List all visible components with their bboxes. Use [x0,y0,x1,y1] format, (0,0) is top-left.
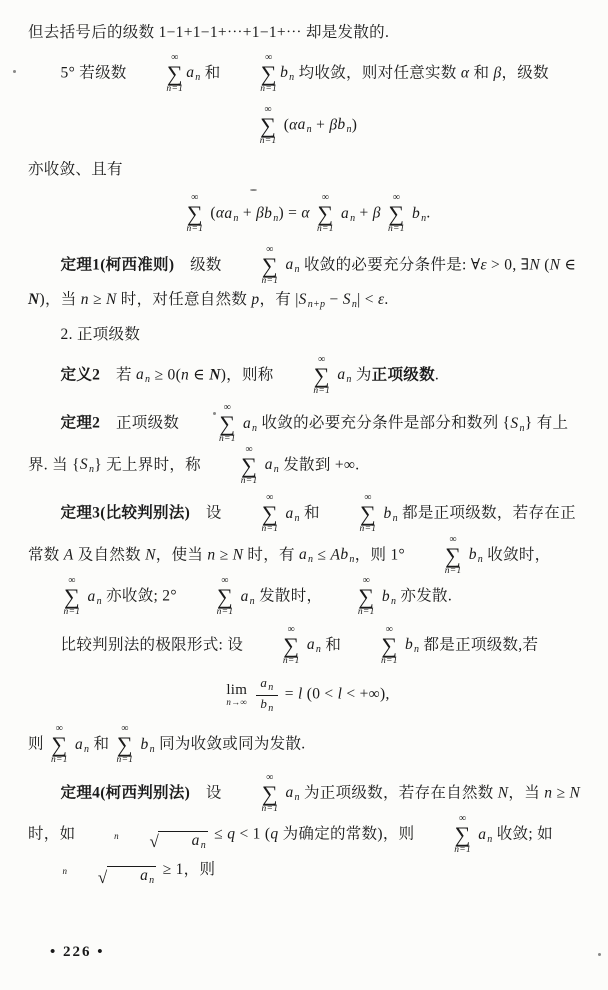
text-run: + [355,204,373,222]
subscripted-variable: an [74,735,90,755]
summation-symbol: ∞ ∑ n=1 [259,103,277,146]
text-run: } 无上界时，称 [94,456,206,474]
math-variable: ε [480,256,487,274]
text-run: ∈ [189,366,210,384]
text-run: + [311,115,330,133]
p-theorem-3 [28,493,586,618]
p-theorem-1 [28,245,586,314]
subscripted-variable: an [140,866,155,886]
subscripted-variable: an [285,784,300,804]
subscripted-variable: Sn [79,456,95,476]
limit-symbol: lim n→∞ [226,682,248,708]
bold-text-run: 定理3(比较判别法) [60,504,191,522]
p-definition-2 [28,355,586,397]
text-run: ≥ [215,546,233,564]
math-variable: N [145,546,156,564]
text-run: 5° 若级数 [60,64,131,82]
text-run: 发散到 +∞. [279,456,360,474]
text-run: ，级数 [501,64,549,82]
math-set-symbol: N [28,291,40,309]
math-variable: n [207,546,216,564]
text-run: . [384,291,389,309]
subscripted-variable: bn [140,735,155,755]
text-run: ≥ 1，则 [158,860,216,878]
subscripted-variable: Sn [510,414,525,434]
scan-speck [598,953,601,956]
subscripted-variable: an [478,825,493,845]
math-variable: N [569,784,581,802]
subscripted-variable: an [240,587,255,607]
scan-speck [213,412,216,415]
subscripted-variable: an [224,204,239,224]
summation-symbol: ∞ ∑ n=1 [261,492,279,535]
text-run: 都是正项级数，若存在正常数 [28,504,576,564]
text-run: < +∞), [342,685,390,703]
summation-symbol: ∞ ∑ n=1 [166,52,184,95]
f-limit-ratio [28,676,586,714]
subscripted-variable: an [285,256,300,276]
text-run: ，当 [508,784,545,802]
text-run: 若 [100,366,136,384]
math-variable: β [256,204,265,222]
math-variable: l [297,685,303,703]
text-run: 为确定的常数)，则 [278,825,419,843]
p-also-converges [28,156,586,183]
text-run: 都是正项级数,若 [419,636,539,654]
math-variable: A [330,546,341,564]
text-run: 设 [190,504,226,522]
summation-symbol: ∞ ∑ n=1 [359,492,377,535]
text-run: 2. 正项级数 [60,325,141,343]
text-run: 亦收敛; 2° [101,587,182,605]
bold-text-run: 定理2 [60,414,101,432]
text-run: ∈ [560,256,577,274]
text-run: 和 [89,735,114,753]
text-run: 收敛的必要充分条件是: ∀ [299,256,481,274]
math-variable: β [329,115,338,133]
subscripted-variable: bn [383,504,398,524]
summation-symbol: ∞ ∑ n=1 [216,575,234,618]
math-variable: α [289,115,298,133]
text-run: 和 [299,504,324,522]
text-run: 时，对任意自然数 [116,291,252,309]
text-run [381,205,385,222]
subscripted-variable: bn [412,204,427,224]
text-run: ( [540,256,550,274]
math-variable: β [493,64,502,82]
math-variable: A [63,546,74,564]
scan-speck [13,70,16,73]
subscripted-variable: an [306,636,322,656]
text-run: 为 [351,366,372,384]
text-run: 则 [28,735,48,753]
text-run: 时，有 [243,546,299,564]
text-run: 同为收敛或同为发散. [154,735,306,753]
subscripted-variable: bn [404,636,420,656]
summation-symbol: ∞ ∑ n=1 [380,623,398,666]
text-run: ) = [278,204,302,222]
subscripted-variable: an [191,831,207,851]
math-variable: n [181,366,190,384]
text-run: < 1 ( [235,825,271,843]
f-linearity [28,193,586,235]
math-variable: ε [377,291,385,309]
text-run: 收敛; 如 [492,825,553,843]
summation-symbol: ∞ ∑ n=1 [240,443,258,486]
text-run: 和 [200,64,225,82]
text-run: ≥ 0( [150,366,182,384]
subscripted-variable: Sn+p [298,291,326,311]
text-run: ( [206,204,216,222]
summation-symbol: ∞ ∑ n=1 [357,575,375,618]
summation-symbol: ∞ ∑ n=1 [63,575,81,618]
summation-symbol: ∞ ∑ n=1 [116,723,134,766]
math-variable: N [497,784,509,802]
page-number: • 226 • [50,944,105,960]
subscripted-variable: an [186,64,201,84]
text-run: 发散时， [254,587,323,605]
subscripted-variable: an [341,204,356,224]
text-run: 亦发散. [396,587,453,605]
text-run: 为正项级数，若存在自然数 [299,784,498,802]
math-variable: p [251,291,260,309]
subscripted-variable: an [298,546,314,566]
subscripted-variable: bn [340,546,355,566]
p-limit-form [28,625,586,667]
text-run: 级数 [174,256,226,274]
p-property-5 [28,53,586,95]
text-run: ，使当 [155,546,208,564]
subscripted-variable: bn [381,587,397,607]
subscripted-variable: bn [468,546,484,566]
summation-symbol: ∞ ∑ n=1 [317,192,334,235]
summation-symbol: ∞ ∑ n=1 [50,723,68,766]
text-run: ≤ [210,825,228,843]
math-variable: l [337,685,343,703]
summation-symbol: ∞ ∑ n=1 [388,192,405,235]
nth-root: n √ an [62,865,155,887]
page-content [28,12,586,893]
text-run: 设 [190,784,226,802]
text-run: > 0, ∃ [486,256,530,274]
text-run: )，当 [39,291,81,309]
summation-symbol: ∞ ∑ n=1 [218,402,236,445]
summation-symbol: ∞ ∑ n=1 [282,623,300,666]
bold-text-run: 定义2 [60,366,101,384]
math-variable: α [301,204,310,222]
text-run [249,686,253,703]
math-variable: N [529,256,541,274]
summation-symbol: ∞ ∑ n=1 [260,52,278,95]
math-variable: q [270,825,279,843]
subscripted-variable: Sn [342,291,358,311]
subscripted-variable: an [135,366,151,386]
text-run: } 有上界. 当 { [28,414,569,474]
subscripted-variable: bn [280,64,295,84]
p-intro-line [28,19,586,46]
bold-text-run: 正项级数 [371,366,435,384]
subscripted-variable: an [285,504,300,524]
p-theorem-4 [28,773,586,887]
subscripted-variable: $a_n$ [260,675,274,694]
math-variable: n [80,291,89,309]
text-run: ，则 1° [354,546,410,564]
bold-text-run: 定理4(柯西判别法) [60,784,191,802]
text-run: 亦收敛、且有 [28,161,123,179]
nth-root: n √ an [114,830,207,852]
math-set-symbol: N [209,366,221,384]
subscripted-variable: $b_n$ [260,695,274,714]
subscripted-variable: an [297,115,312,135]
text-run: 时，如 [28,825,80,843]
text-run: = [280,685,298,703]
subscripted-variable: an [242,414,258,434]
subscripted-variable: bn [337,115,352,135]
f-linear-combination [28,105,586,147]
math-variable: N [232,546,244,564]
text-run: 收敛的必要充分条件是部分和数列 { [257,414,511,432]
math-variable: α [460,64,470,82]
math-variable: β [372,204,381,222]
p-theorem-2 [28,403,586,486]
text-run: ，有 | [259,291,299,309]
math-variable: n [544,784,553,802]
summation-symbol: ∞ ∑ n=1 [186,192,204,235]
text-run: . [426,204,431,222]
text-run: | < [357,291,378,309]
text-run: (0 < [302,685,338,703]
summation-symbol: ∞ ∑ n=1 [261,771,279,814]
text-run: 均收敛，则对任意实数 [294,64,461,82]
text-run: ≥ [88,291,106,309]
math-variable: α [215,204,225,222]
text-run: 收敛时， [483,546,551,564]
text-run: 正项级数 [100,414,184,432]
bold-text-run: 定理1(柯西准则) [60,256,175,274]
text-run: + [238,204,257,222]
math-variable: N [105,291,117,309]
summation-symbol: ∞ ∑ n=1 [261,243,279,286]
summation-symbol: ∞ ∑ n=1 [454,813,471,856]
text-run [310,205,314,222]
text-run: ( [279,115,290,133]
subscripted-variable: an [87,587,102,607]
math-variable: q [227,825,236,843]
subscripted-variable: bn [264,204,279,224]
scan-speck [250,189,257,191]
summation-symbol: ∞ ∑ n=1 [444,533,462,576]
text-run: . [434,366,440,384]
text-run: 比较判别法的极限形式: 设 [60,636,248,654]
text-run: − [325,291,343,309]
text-run: ) [351,115,358,133]
math-variable: N [549,256,561,274]
p-same-convergence [28,724,586,766]
text-run: 和 [321,636,346,654]
fraction [256,676,277,714]
text-run: ≥ [552,784,570,802]
p-section-2 [28,321,586,348]
text-run: ≤ [313,546,331,564]
text-run: )，则称 [220,366,278,384]
text-run: 但去括号后的级数 1−1+1−1+⋯+1−1+⋯ 却是发散的. [28,24,390,41]
summation-symbol: ∞ ∑ n=1 [313,353,331,396]
text-run: 和 [469,64,494,82]
text-run: 及自然数 [73,546,146,564]
subscripted-variable: an [337,366,352,386]
subscripted-variable: an [264,456,280,476]
